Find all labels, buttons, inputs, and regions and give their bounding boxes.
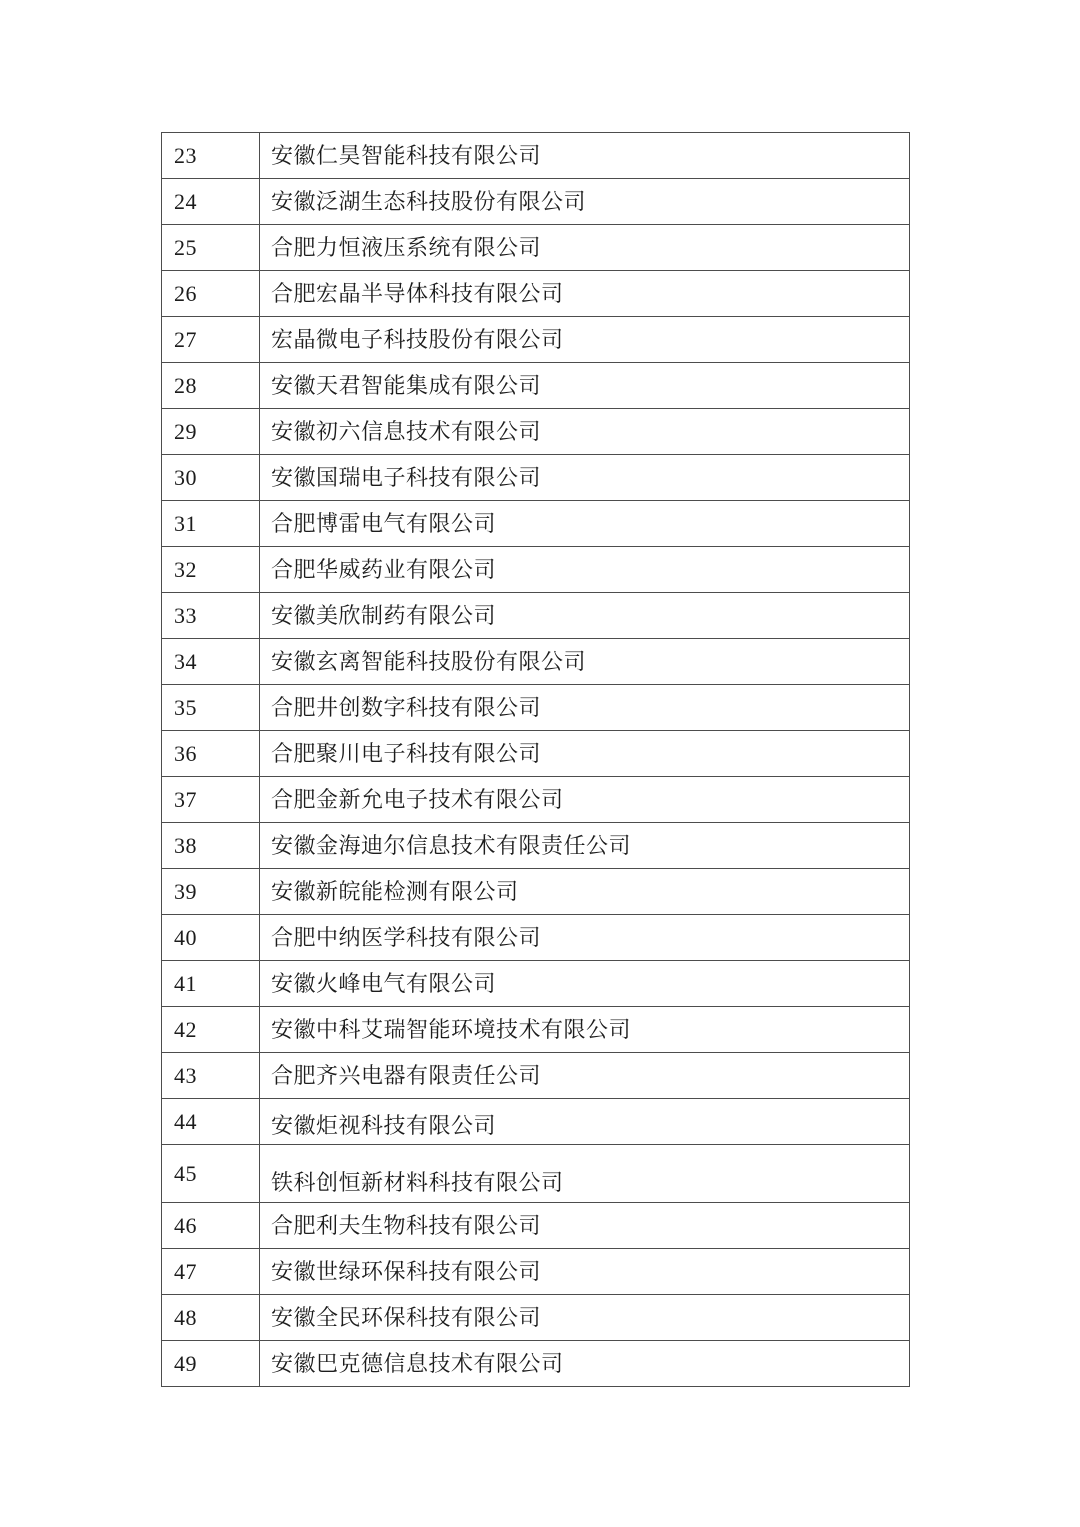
row-number-cell: 35 — [162, 685, 260, 731]
company-name-cell: 安徽世绿环保科技有限公司 — [260, 1249, 910, 1295]
company-name-cell: 安徽新皖能检测有限公司 — [260, 869, 910, 915]
company-name-cell: 宏晶微电子科技股份有限公司 — [260, 317, 910, 363]
row-number-cell: 38 — [162, 823, 260, 869]
company-table-body — [162, 133, 910, 1387]
table-row — [162, 363, 910, 409]
row-number-cell: 32 — [162, 547, 260, 593]
table-row — [162, 1341, 910, 1387]
row-number-cell: 45 — [162, 1145, 260, 1203]
row-number-cell: 27 — [162, 317, 260, 363]
row-number-cell: 36 — [162, 731, 260, 777]
company-name-cell: 安徽美欣制药有限公司 — [260, 593, 910, 639]
table-row — [162, 777, 910, 823]
table-row — [162, 685, 910, 731]
table-row — [162, 133, 910, 179]
table-row — [162, 409, 910, 455]
row-number-cell: 40 — [162, 915, 260, 961]
table-row — [162, 593, 910, 639]
row-number-cell: 26 — [162, 271, 260, 317]
row-number-cell: 49 — [162, 1341, 260, 1387]
company-list-table — [161, 132, 910, 1387]
table-row — [162, 271, 910, 317]
table-row — [162, 823, 910, 869]
table-row — [162, 547, 910, 593]
company-name-cell: 合肥中纳医学科技有限公司 — [260, 915, 910, 961]
table-row — [162, 317, 910, 363]
table-row — [162, 501, 910, 547]
table-row — [162, 1295, 910, 1341]
table-row — [162, 1203, 910, 1249]
table-row — [162, 731, 910, 777]
company-name-cell: 安徽火峰电气有限公司 — [260, 961, 910, 1007]
company-name-cell: 安徽金海迪尔信息技术有限责任公司 — [260, 823, 910, 869]
company-name-cell: 安徽巴克德信息技术有限公司 — [260, 1341, 910, 1387]
table-row — [162, 961, 910, 1007]
table-row — [162, 639, 910, 685]
row-number-cell: 48 — [162, 1295, 260, 1341]
row-number-cell: 44 — [162, 1099, 260, 1145]
row-number-cell: 39 — [162, 869, 260, 915]
row-number-cell: 41 — [162, 961, 260, 1007]
company-name-cell: 合肥博雷电气有限公司 — [260, 501, 910, 547]
company-name-cell: 安徽天君智能集成有限公司 — [260, 363, 910, 409]
company-name-cell: 合肥宏晶半导体科技有限公司 — [260, 271, 910, 317]
table-row — [162, 225, 910, 271]
table-row — [162, 869, 910, 915]
company-name-cell: 安徽初六信息技术有限公司 — [260, 409, 910, 455]
company-name-cell: 安徽玄离智能科技股份有限公司 — [260, 639, 910, 685]
table-row — [162, 179, 910, 225]
table-row — [162, 1099, 910, 1145]
row-number-cell: 42 — [162, 1007, 260, 1053]
row-number-cell: 24 — [162, 179, 260, 225]
row-number-cell: 43 — [162, 1053, 260, 1099]
company-name-cell: 合肥华威药业有限公司 — [260, 547, 910, 593]
company-name-cell: 铁科创恒新材料科技有限公司 — [260, 1145, 910, 1203]
company-name-cell: 安徽仁昊智能科技有限公司 — [260, 133, 910, 179]
row-number-cell: 29 — [162, 409, 260, 455]
row-number-cell: 34 — [162, 639, 260, 685]
row-number-cell: 37 — [162, 777, 260, 823]
table-row — [162, 1249, 910, 1295]
company-name-cell: 安徽国瑞电子科技有限公司 — [260, 455, 910, 501]
row-number-cell: 31 — [162, 501, 260, 547]
table-row — [162, 1053, 910, 1099]
table-row — [162, 1007, 910, 1053]
table-row — [162, 1145, 910, 1203]
company-name-cell: 合肥力恒液压系统有限公司 — [260, 225, 910, 271]
table-row — [162, 455, 910, 501]
company-name-cell: 合肥利夫生物科技有限公司 — [260, 1203, 910, 1249]
row-number-cell: 28 — [162, 363, 260, 409]
row-number-cell: 47 — [162, 1249, 260, 1295]
company-name-cell: 安徽全民环保科技有限公司 — [260, 1295, 910, 1341]
row-number-cell: 46 — [162, 1203, 260, 1249]
company-name-cell: 合肥金新允电子技术有限公司 — [260, 777, 910, 823]
table-row — [162, 915, 910, 961]
row-number-cell: 33 — [162, 593, 260, 639]
company-name-cell: 安徽泛湖生态科技股份有限公司 — [260, 179, 910, 225]
company-name-cell: 合肥井创数字科技有限公司 — [260, 685, 910, 731]
row-number-cell: 25 — [162, 225, 260, 271]
company-name-cell: 安徽炬视科技有限公司 — [260, 1099, 910, 1145]
row-number-cell: 23 — [162, 133, 260, 179]
row-number-cell: 30 — [162, 455, 260, 501]
company-name-cell: 合肥聚川电子科技有限公司 — [260, 731, 910, 777]
company-name-cell: 合肥齐兴电器有限责任公司 — [260, 1053, 910, 1099]
company-name-cell: 安徽中科艾瑞智能环境技术有限公司 — [260, 1007, 910, 1053]
